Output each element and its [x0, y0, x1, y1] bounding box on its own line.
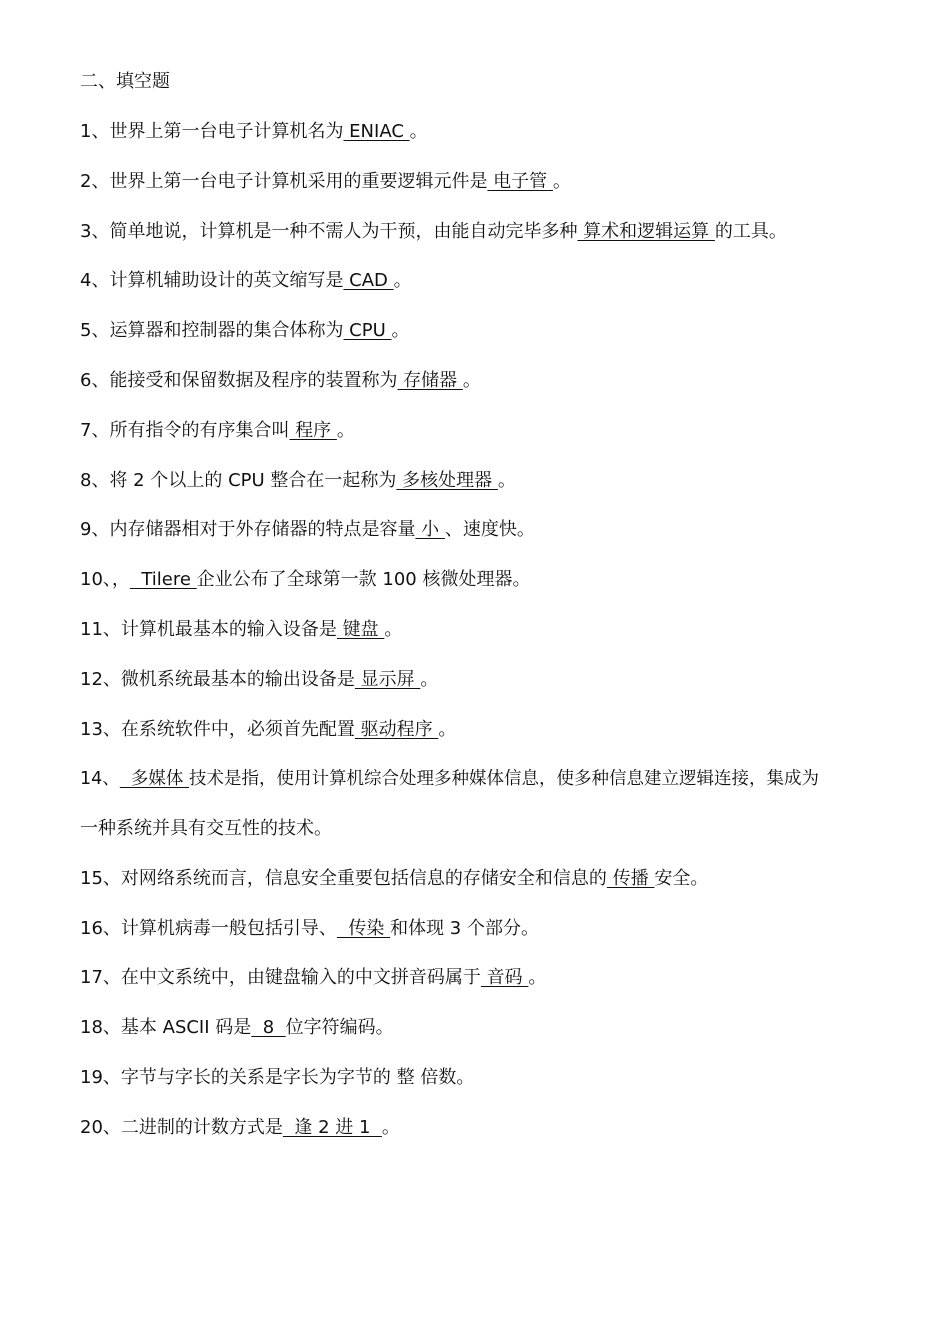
question-text-end: 。: [462, 370, 481, 391]
question-text: 16、计算机病毒一般包括引导、: [80, 918, 337, 939]
question-2: [80, 170, 571, 194]
question-text-end: 技术是指，使用计算机综合处理多种媒体信息，使多种信息建立逻辑连接，集成为: [188, 769, 819, 789]
question-text-end: 。: [438, 719, 457, 740]
question-text: 3、简单地说，计算机是一种不需人为干预，由能自动完毕多种: [80, 221, 578, 242]
question-text-end: 、速度快。: [444, 519, 535, 540]
question-3: [80, 220, 787, 244]
question-text-end: 。: [336, 420, 355, 441]
question-text: 4、计算机辅助设计的英文缩写是: [80, 270, 344, 291]
question-17: [80, 966, 546, 990]
question-text-end: 。: [552, 171, 571, 192]
question-text: 11、计算机最基本的输入设备是: [80, 619, 337, 640]
question-text: 19、字节与字长的关系是字长为字节的: [80, 1067, 391, 1088]
question-14: [80, 767, 819, 791]
answer-blank: ENIAC: [343, 121, 410, 142]
question-text: 14、: [80, 769, 120, 789]
answer-blank: 驱动程序: [354, 719, 439, 740]
question-text: 18、基本 ASCII 码是: [80, 1017, 252, 1038]
question-15: [80, 867, 708, 891]
question-13: [80, 718, 456, 742]
answer-blank: 多核处理器: [396, 470, 498, 491]
question-text-end: 的工具。: [714, 221, 787, 242]
question-text: 10、，: [80, 569, 130, 590]
question-16: [80, 917, 539, 941]
answer-blank: Tilere: [129, 569, 197, 590]
answer-blank: 显示屏: [354, 669, 421, 690]
answer-blank: 多媒体: [119, 769, 189, 789]
answer-blank: 逢 2 进 1: [282, 1117, 382, 1138]
question-text: 17、在中文系统中，由键盘输入的中文拼音码属于: [80, 967, 481, 988]
answer-blank: 键盘: [336, 619, 385, 640]
question-5: [80, 319, 410, 343]
question-text: 1、世界上第一台电子计算机名为: [80, 121, 344, 142]
question-10: [80, 568, 530, 592]
question-1: [80, 120, 428, 144]
question-text: 5、运算器和控制器的集合体称为: [80, 320, 344, 341]
answer-blank: 8: [251, 1017, 286, 1038]
question-text-end: 。: [497, 470, 516, 491]
question-text: 一种系统并具有交互性的技术。: [80, 818, 332, 839]
question-text-end: 位字符编码。: [285, 1017, 394, 1038]
question-text-end: 。: [409, 121, 428, 142]
question-text-end: 。: [384, 619, 403, 640]
question-text-end: 安全。: [654, 868, 709, 889]
answer-blank: CPU: [343, 320, 392, 341]
question-7: [80, 419, 355, 443]
question-text: 13、在系统软件中，必须首先配置: [80, 719, 355, 740]
answer-blank: CAD: [343, 270, 394, 291]
question-text-end: 。: [381, 1117, 400, 1138]
question-text-end: 。: [393, 270, 412, 291]
answer-blank: 传播: [606, 868, 655, 889]
answer-blank: 小: [415, 519, 445, 540]
question-text-end: 。: [391, 320, 410, 341]
question-text: 20、二进制的计数方式是: [80, 1117, 283, 1138]
answer-blank: 程序: [289, 420, 337, 441]
question-20: [80, 1116, 400, 1140]
answer-blank: 电子管: [487, 171, 553, 192]
question-text: 8、将 2 个以上的 CPU 整合在一起称为: [80, 470, 397, 491]
answer-blank: 音码: [480, 967, 529, 988]
question-text: 9、内存储器相对于外存储器的特点是容量: [80, 519, 416, 540]
answer-blank: 传染: [336, 918, 391, 939]
answer-blank: 整: [390, 1067, 421, 1088]
question-6: [80, 369, 481, 393]
question-text-end: 企业公布了全球第一款 100 核微处理器。: [196, 569, 531, 590]
question-text-end: 。: [420, 669, 439, 690]
answer-blank: 算术和逻辑运算: [577, 221, 715, 242]
question-text: 12、微机系统最基本的输出设备是: [80, 669, 355, 690]
question-text: 15、对网络系统而言，信息安全重要包括信息的存储安全和信息的: [80, 868, 607, 889]
question-text: 2、世界上第一台电子计算机采用的重要逻辑元件是: [80, 171, 488, 192]
question-text: 7、所有指令的有序集合叫: [80, 420, 290, 441]
question-12: [80, 668, 438, 692]
question-text-end: 。: [528, 967, 547, 988]
question-18: [80, 1016, 394, 1040]
question-11: [80, 618, 402, 642]
section-heading: 二、填空题: [80, 71, 170, 92]
question-text-end: 和体现 3 个部分。: [390, 918, 539, 939]
question-14-continuation: [80, 817, 332, 841]
question-text-end: 倍数。: [420, 1067, 475, 1088]
question-19: [80, 1066, 474, 1090]
question-4: [80, 269, 412, 293]
answer-blank: 存储器: [397, 370, 463, 391]
question-9: [80, 518, 535, 542]
question-text: 6、能接受和保留数据及程序的装置称为: [80, 370, 398, 391]
question-8: [80, 469, 516, 493]
